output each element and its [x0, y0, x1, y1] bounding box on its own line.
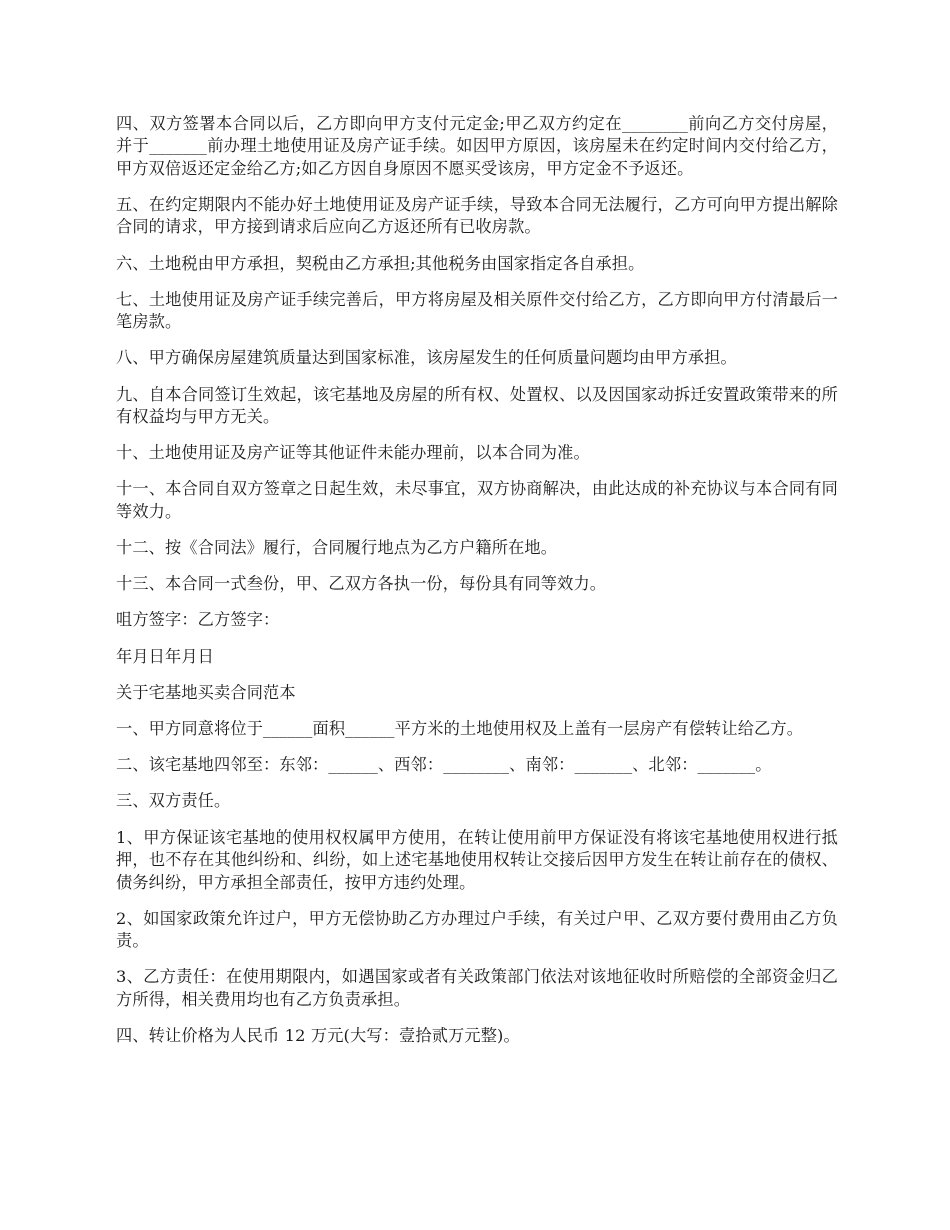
clause-7-final-payment: 七、土地使用证及房产证手续完善后，甲方将房屋及相关原件交付给乙方，乙方即向甲方付清最后一笔房款。 [116, 289, 838, 332]
clause-6-taxes: 六、土地税由甲方承担，契税由乙方承担;其他税务由国家指定各自承担。 [116, 253, 645, 273]
clause-1-transfer: 一、甲方同意将位于______面积______平方米的土地使用权及上盖有一层房产有偿转让给乙方。 [116, 719, 804, 739]
responsibility-2: 2、如国家政策允许过户，甲方无偿协助乙方办理过户手续，有关过户甲、乙双方要付费用由乙方负责。 [116, 908, 838, 951]
clause-2-boundaries: 二、该宅基地四邻至：东邻：______、西邻：________、南邻：_______、北邻：_______。 [116, 755, 772, 775]
document-body [116, 113, 838, 1061]
clause-5-termination: 五、在约定期限内不能办好土地使用证及房产证手续，导致本合同无法履行，乙方可向甲方提出解除合同的请求，甲方接到请求后应向乙方返还所有已收房款。 [116, 195, 838, 237]
signature-line: 咀方签字：乙方签字： [116, 610, 280, 630]
clause-11-effectiveness: 十一、本合同自双方签章之日起生效，未尽事宜，双方协商解决，由此达成的补充协议与本合同有同等效力。 [116, 479, 838, 521]
clause-4-price: 四、转让价格为人民币 12 万元(大写：壹拾贰万元整)。 [116, 1025, 520, 1045]
clause-13-copies: 十三、本合同一式叁份，甲、乙双方各执一份，每份具有同等效力。 [116, 574, 607, 594]
clause-9-ownership: 九、自本合同签订生效起，该宅基地及房屋的所有权、处置权、以及因国家动拆迁安置政策带来的所有权益均与甲方无关。 [116, 384, 838, 427]
responsibility-1: 1、甲方保证该宅基地的使用权权属甲方使用，在转让使用前甲方保证没有将该宅基地使用权进行抵押，也不存在其他纠纷和、纠纷，如上述宅基地使用权转让交接后因甲方发生在转让前存在的债权、债务纠纷，甲方承担全部责任，按甲方违约处理。 [116, 827, 838, 892]
section-heading: 关于宅基地买卖合同范本 [116, 682, 296, 702]
responsibility-3: 3、乙方责任：在使用期限内，如遇国家或者有关政策部门依法对该地征收时所赔偿的全部资金归乙方所得，相关费用均也有乙方负责承担。 [116, 967, 838, 1009]
clause-12-contract-law: 十二、按《合同法》履行，合同履行地点为乙方户籍所在地。 [116, 538, 558, 558]
clause-3-responsibilities: 三、双方责任。 [116, 791, 231, 811]
clause-4-deposit-delivery: 四、双方签署本合同以后，乙方即向甲方支付元定金;甲乙双方约定在________前向乙方交付房屋，并于_______前办理土地使用证及房产证手续。如因甲方原因，该房屋未在约定时间内交付给乙方，甲方双倍返还定金给乙方;如乙方因自身原因不愿买受该房，甲方定金不予返还。 [116, 114, 838, 178]
clause-8-quality: 八、甲方确保房屋建筑质量达到国家标准，该房屋发生的任何质量问题均由甲方承担。 [116, 348, 737, 368]
clause-10-certificates: 十、土地使用证及房产证等其他证件未能办理前，以本合同为准。 [116, 443, 590, 463]
date-line: 年月日年月日 [116, 646, 215, 666]
